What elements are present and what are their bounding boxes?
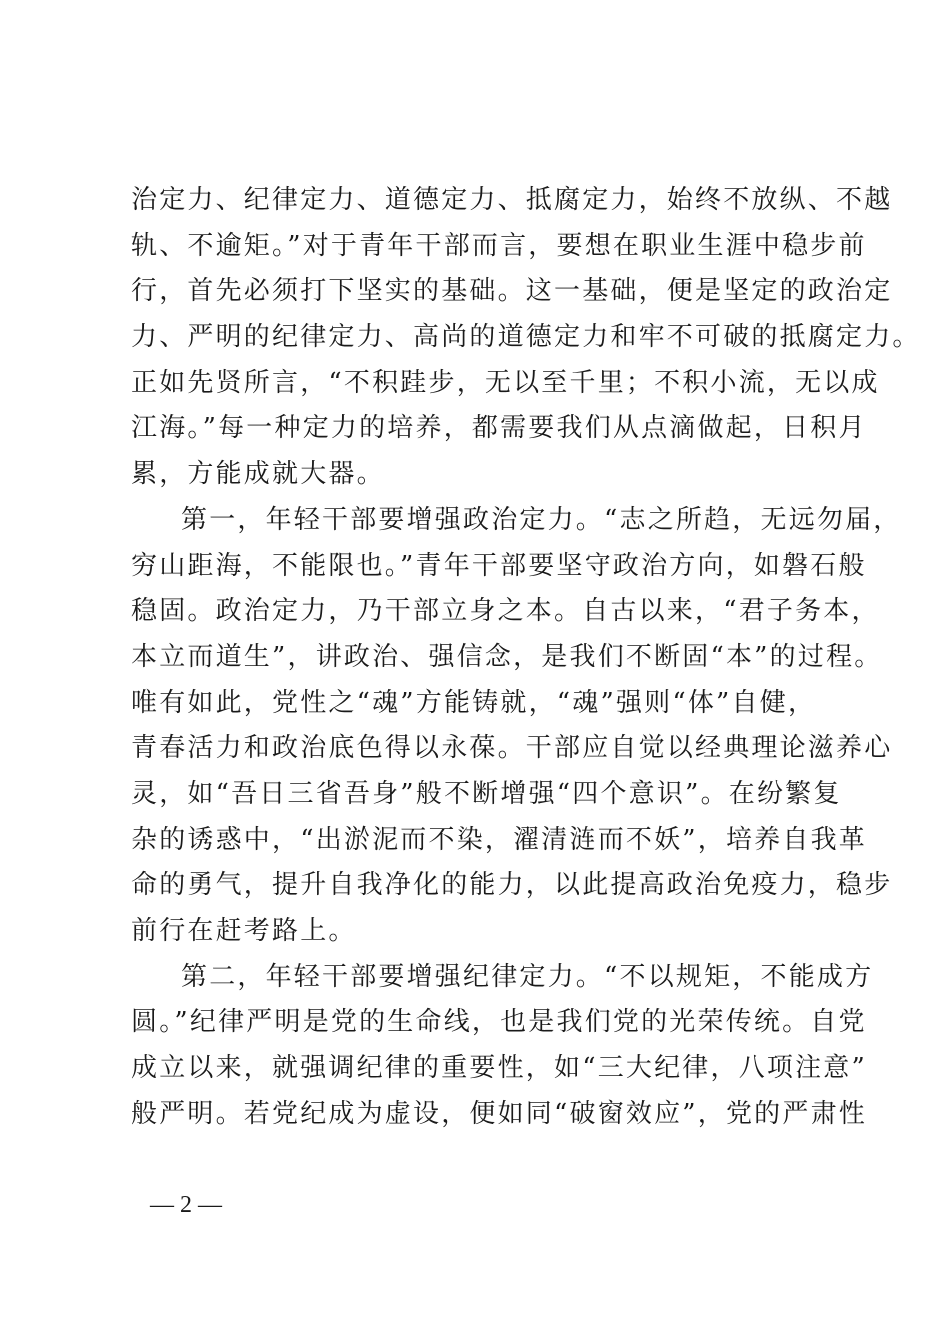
text-line: 命的勇气，提升自我净化的能力，以此提高政治免疫力，稳步 [131, 870, 893, 901]
text-line: 力、严明的纪律定力、高尚的道德定力和牢不可破的抵腐定力。 [131, 322, 921, 353]
text-line: 成立以来，就强调纪律的重要性，如“三大纪律，八项注意” [131, 1053, 867, 1084]
text-line: 穷山距海，不能限也。”青年干部要坚守政治方向，如磐石般 [131, 550, 867, 581]
text-line: 般严明。若党纪成为虚设，便如同“破窗效应”，党的严肃性 [131, 1098, 867, 1129]
text-line: 唯有如此，党性之“魂”方能铸就，“魂”强则“体”自健， [131, 687, 817, 718]
text-line: 行，首先必须打下坚实的基础。这一基础，便是坚定的政治定 [131, 276, 893, 307]
text-line: 青春活力和政治底色得以永葆。干部应自觉以经典理论滋养心 [131, 733, 893, 764]
text-line: 灵，如“吾日三省吾身”般不断增强“四个意识”。在纷繁复 [131, 778, 842, 809]
text-line: 累，方能成就大器。 [131, 459, 385, 490]
text-line: 本立而道生”，讲政治、强信念，是我们不断固“本”的过程。 [131, 641, 883, 672]
page-number: — 2 — [150, 1192, 222, 1218]
text-line: 治定力、纪律定力、道德定力、抵腐定力，始终不放纵、不越 [131, 185, 893, 215]
text-line: 轨、不逾矩。”对于青年干部而言，要想在职业生涯中稳步前 [131, 230, 867, 261]
text-line: 江海。”每一种定力的培养，都需要我们从点滴做起，日积月 [131, 413, 867, 444]
paragraph-first-line: 第二，年轻干部要增强纪律定力。“不以规矩，不能成方 [181, 961, 874, 992]
body-text [131, 178, 921, 1137]
text-line: 杂的诱惑中，“出淤泥而不染，濯清涟而不妖”，培养自我革 [131, 824, 867, 855]
text-line: 圆。”纪律严明是党的生命线，也是我们党的光荣传统。自党 [131, 1007, 867, 1038]
text-line: 稳固。政治定力，乃干部立身之本。自古以来，“君子务本， [131, 596, 880, 627]
text-line: 正如先贤所言，“不积跬步，无以至千里；不积小流，无以成 [131, 367, 880, 398]
paragraph-first-line: 第一，年轻干部要增强政治定力。“志之所趋，无远勿届， [181, 504, 902, 535]
text-line: 前行在赶考路上。 [131, 916, 357, 946]
